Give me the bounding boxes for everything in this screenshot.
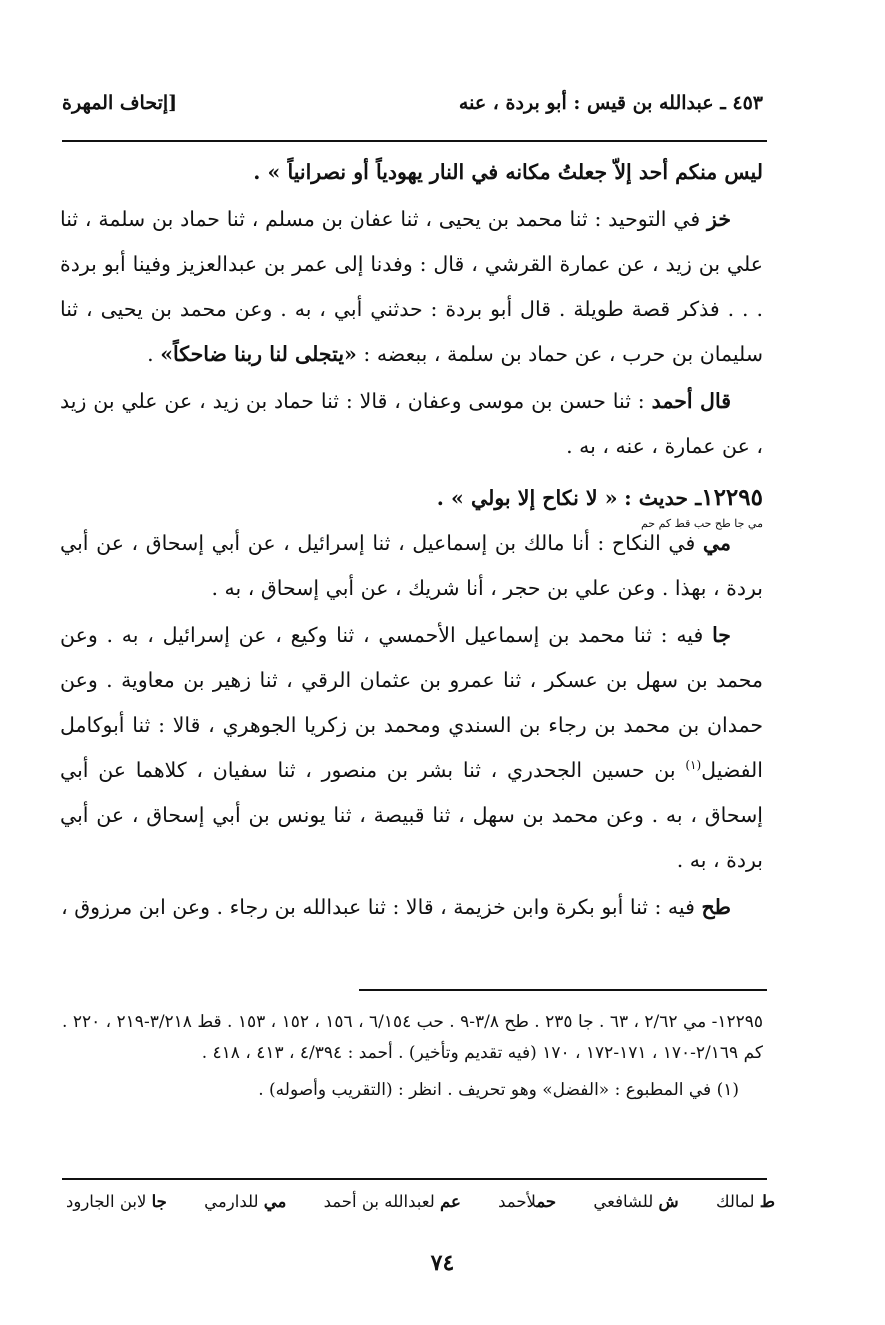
legend-text: لأحمد xyxy=(498,1192,537,1211)
legend-code: ط xyxy=(759,1192,775,1211)
paragraph-text: في التوحيد : ثنا محمد بن يحيى ، ثنا عفان بن مسلم ، ثنا حماد بن سلمة ، ثنا علي بن زيد ، عن عمارة القرشي ، قال : وفدنا إلى عمر بن عبدالعزيز وفينا أبو بردة . . . فذكر قصة طويلة . قال أبو بردة : حدثني أبي ، به . وعن محمد بن يحيى ، ثنا سليمان بن حرب ، عن حماد بن سلمة ، ببعضه : xyxy=(60,207,763,366)
paragraph-text-continued: بن حسين الجحدري ، ثنا بشر بن منصور ، ثنا سفيان ، كلاهما عن أبي إسحاق ، به . وعن محمد بن سهل ، ثنا قبيصة ، ثنا يونس بن أبي إسحاق ، عن أبي بردة ، به . xyxy=(60,758,763,872)
hadith-text-continued: ليس منكم أحد إلاّ جعلتُ مكانه في النار يهودياً أو نصرانياً » . xyxy=(253,160,763,184)
page-number: ٧٤ xyxy=(430,1250,455,1276)
book-title: [إتحاف المهرة xyxy=(62,92,178,114)
footnote-ref[interactable]: (١) xyxy=(685,758,702,773)
legend-code: جا xyxy=(151,1192,167,1211)
siglum: جا xyxy=(712,623,731,647)
paragraph-darimi xyxy=(60,521,763,611)
footnotes xyxy=(62,1007,763,1106)
legend-text: للدارمي xyxy=(204,1192,259,1211)
legend-code: ش xyxy=(658,1192,679,1211)
apparatus-note: ١٢٢٩٥- مي ٢/٦٢ ، ٦٣ . جا ٢٣٥ . طح ٣/٨-٩ . حب ٦/١٥٤ ، ١٥٦ ، ١٥٢ ، ١٥٣ . قط ٣/٢١٨-٢١٩ ، ٢٢٠ . كم ٢/١٦٩-١٧٠ ، ١٧١-١٧٢ ، ١٧٠ (فيه تقديم وتأخير) . أحمد : ٤/٣٩٤ ، ٤١٣ ، ٤١٨ . xyxy=(62,1012,764,1063)
siglum: خز xyxy=(707,207,731,231)
legend-item xyxy=(66,1192,167,1211)
legend-code: حم xyxy=(536,1192,557,1211)
legend-item xyxy=(498,1192,556,1211)
header-rule xyxy=(62,140,767,142)
siglum: طح xyxy=(701,895,731,919)
running-title: ٤٥٣ ـ عبدالله بن قيس : أبو بردة ، عنه xyxy=(458,92,763,114)
paragraph-khuzayma xyxy=(60,197,763,377)
legend-text: للشافعي xyxy=(593,1192,654,1211)
hadith-number: ١٢٢٩٥ xyxy=(701,484,763,511)
footnote-rule xyxy=(359,989,767,991)
legend-text: لعبدالله بن أحمد xyxy=(323,1192,435,1211)
legend-item xyxy=(593,1192,678,1211)
legend-item xyxy=(324,1192,461,1211)
hadith-heading xyxy=(60,475,763,521)
legend-text: لابن الجارود xyxy=(66,1192,147,1211)
paragraph-text: في النكاح : أنا مالك بن إسماعيل ، ثنا إسرائيل ، عن أبي إسحاق ، عن أبي بردة ، بهذا . وعن علي بن حجر ، أنا شريك ، عن أبي إسحاق ، به . xyxy=(60,531,763,600)
paragraph-ahmad xyxy=(60,379,763,469)
hadith-label: ـ حديث : xyxy=(624,486,702,510)
siglum: قال أحمد xyxy=(651,389,731,413)
quoted-text: «يتجلى لنا ربنا ضاحكاً» xyxy=(160,342,357,366)
legend-code: عم xyxy=(440,1192,461,1211)
footnote-1: (١) في المطبوع : «الفضل» وهو تحريف . انظر : (التقريب وأصوله) . xyxy=(258,1080,739,1100)
sigla-legend xyxy=(66,1192,775,1211)
paragraph-text: : ثنا حسن بن موسى وعفان ، قالا : ثنا حماد بن زيد ، عن علي بن زيد ، عن عمارة ، عنه ، به . xyxy=(60,389,763,458)
sigla-line: مي جا طح حب قط كم حم xyxy=(640,517,763,530)
legend-code: مي xyxy=(263,1192,287,1211)
paragraph-jarud xyxy=(60,613,763,883)
siglum: مي xyxy=(702,531,731,555)
main-text xyxy=(60,150,763,930)
paragraph-end: . xyxy=(147,342,154,366)
legend-item xyxy=(204,1192,286,1211)
legend-rule xyxy=(62,1178,767,1180)
legend-item xyxy=(716,1192,775,1211)
paragraph-text: فيه : ثنا محمد بن إسماعيل الأحمسي ، ثنا وكيع ، عن إسرائيل ، به . وعن محمد بن سهل بن عسكر ، ثنا عمرو بن عثمان الرقي ، ثنا زهير بن معاوية . وعن حمدان بن محمد بن رجاء بن السندي ومحمد بن زكريا الجوهري ، قالا : ثنا أبوكامل الفضيل xyxy=(60,623,763,782)
hadith-text: « لا نكاح إلا بولي » . xyxy=(436,486,618,510)
legend-text: لمالك xyxy=(715,1192,755,1211)
paragraph-tahawi xyxy=(60,885,763,930)
paragraph-text: فيه : ثنا أبو بكرة وابن خزيمة ، قالا : ثنا عبدالله بن رجاء . وعن ابن مرزوق ، xyxy=(61,895,695,919)
